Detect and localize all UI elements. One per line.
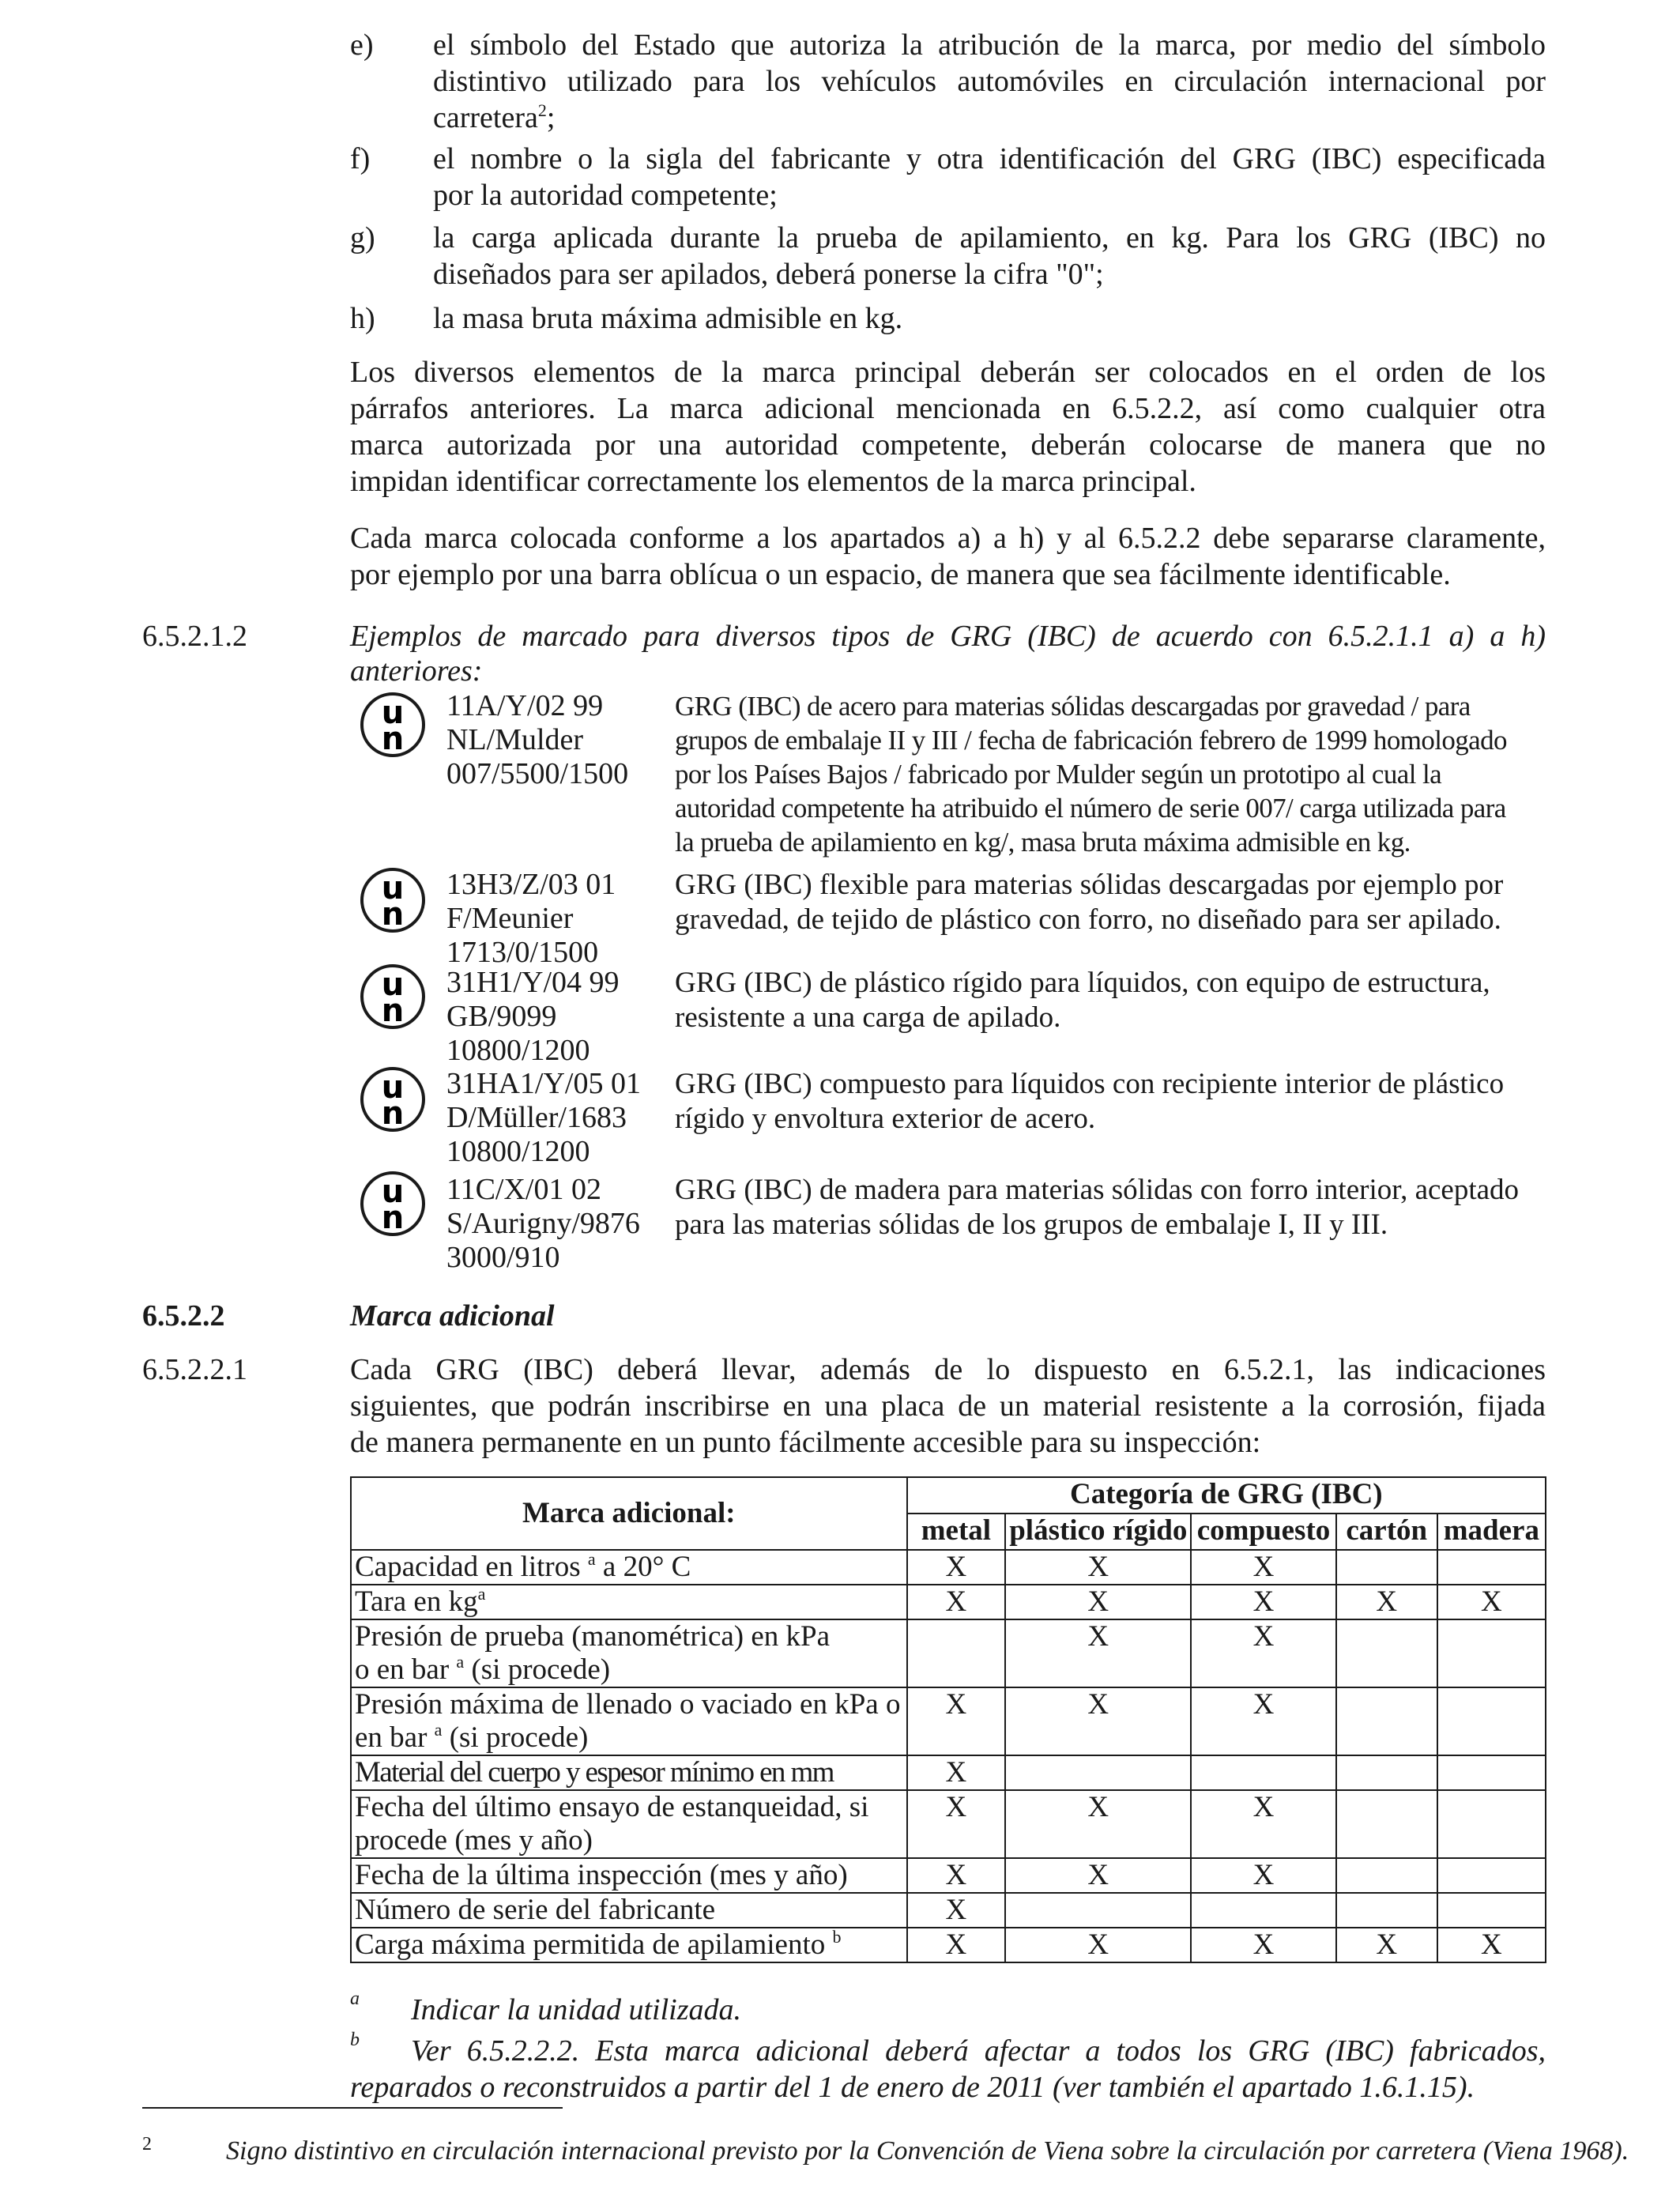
- marking-code-line: 3000/910: [446, 1241, 560, 1274]
- additional-marking-table: [350, 1476, 1546, 1963]
- svg-text:n: n: [381, 896, 405, 929]
- table-cell-mark: [1437, 1619, 1546, 1687]
- table-cell-mark: [1437, 1755, 1546, 1790]
- table-row: [351, 1585, 1546, 1619]
- column-header: compuesto: [1191, 1514, 1335, 1550]
- marking-code-line: 007/5500/1500: [446, 757, 629, 790]
- svg-text:n: n: [381, 721, 405, 754]
- marking-code-line: NL/Mulder: [446, 723, 584, 756]
- svg-text:n: n: [381, 1095, 405, 1129]
- marking-code-line: F/Meunier: [446, 902, 574, 935]
- list-letter: g): [350, 221, 375, 254]
- table-header-marca: Marca adicional:: [351, 1477, 907, 1550]
- note-mark: a: [350, 1989, 360, 2009]
- table-cell-mark: X: [1336, 1928, 1437, 1962]
- table-cell-mark: X: [1005, 1550, 1191, 1585]
- marking-code: [446, 1173, 640, 1275]
- table-cell-mark: X: [1191, 1858, 1335, 1893]
- table-cell-mark: [1437, 1550, 1546, 1585]
- section-text: Cada GRG (IBC) deberá llevar, además de lo dispuesto en 6.5.2.1, las indicaciones siguientes, que podrán inscribirse en una placa de un material resistente a la corrosión, fijada de manera permanente en un punto fácilmente accesible para su inspección:: [350, 1353, 1546, 1459]
- paragraph-order: Los diversos elementos de la marca principal deberán ser colocados en el orden de los párrafos anteriores. La marca adicional mencionada en 6.5.2.2, así como cualquier otra marca autorizada por una autoridad competente, deberán colocarse de manera que no impidan identificar correctamente los elementos de la marca principal.: [350, 356, 1546, 498]
- table-cell-mark: X: [907, 1790, 1006, 1858]
- table-cell-mark: [1437, 1790, 1546, 1858]
- list-letter: e): [350, 28, 374, 62]
- table-cell-mark: [1336, 1619, 1437, 1687]
- row-label: Fecha de la última inspección (mes y año): [351, 1858, 907, 1893]
- list-letter: h): [350, 302, 375, 335]
- column-header: madera: [1437, 1514, 1546, 1550]
- marking-description: [675, 1067, 1504, 1137]
- un-symbol-icon: [360, 964, 425, 1029]
- table-cell-mark: [1437, 1893, 1546, 1928]
- table-row: [351, 1858, 1546, 1893]
- note-text: Ver 6.5.2.2.2. Esta marca adicional deberá afectar a todos los GRG (IBC) fabricados, reparados o reconstruidos a partir del 1 de enero de 2011 (ver también el apartado 1.6.1.15).: [350, 2034, 1546, 2104]
- table-cell-mark: X: [1191, 1550, 1335, 1585]
- list-text: la masa bruta máxima admisible en kg.: [433, 302, 903, 335]
- marking-code-line: 1713/0/1500: [446, 936, 599, 969]
- table-row: [351, 1619, 1546, 1687]
- marking-code-line: S/Aurigny/9876: [446, 1207, 640, 1240]
- marking-code-line: 11C/X/01 02: [446, 1173, 601, 1206]
- list-letter: f): [350, 142, 371, 175]
- section-heading-examples: Ejemplos de marcado para diversos tipos de GRG (IBC) de acuerdo con 6.5.2.1.1 a) a h): [350, 620, 1546, 653]
- table-cell-mark: [1336, 1550, 1437, 1585]
- table-cell-mark: X: [907, 1858, 1006, 1893]
- table-cell-mark: X: [907, 1755, 1006, 1790]
- table-row: [351, 1550, 1546, 1585]
- svg-text:u: u: [381, 696, 405, 731]
- marking-description-line: GRG (IBC) de madera para materias sólidas con forro interior, aceptado: [675, 1174, 1520, 1206]
- marking-description-line: GRG (IBC) de acero para materias sólidas descargadas por gravedad / para: [675, 691, 1471, 722]
- marking-description-line: GRG (IBC) compuesto para líquidos con recipiente interior de plástico: [675, 1068, 1505, 1100]
- marking-code-line: 31H1/Y/04 99: [446, 966, 620, 999]
- row-label: Fecha del último ensayo de estanqueidad, si procede (mes y año): [351, 1790, 907, 1858]
- marking-description: [675, 689, 1507, 859]
- marking-description-line: resistente a una carga de apilado.: [675, 1001, 1061, 1034]
- un-symbol-icon: [360, 1067, 425, 1132]
- table-cell-mark: X: [1437, 1928, 1546, 1962]
- table-cell-mark: X: [907, 1550, 1006, 1585]
- table-cell-mark: X: [907, 1687, 1006, 1755]
- marking-description-line: autoridad competente ha atribuido el número de serie 007/ carga utilizada para: [675, 793, 1506, 824]
- list-text: el nombre o la sigla del fabricante y otra identificación del GRG (IBC) especificada por la autoridad competente;: [433, 142, 1546, 212]
- table-cell-mark: [1005, 1893, 1191, 1928]
- table-cell-mark: X: [907, 1928, 1006, 1962]
- table-cell-mark: [1336, 1893, 1437, 1928]
- table-cell-mark: X: [1191, 1687, 1335, 1755]
- column-header: cartón: [1336, 1514, 1437, 1550]
- table-cell-mark: [1336, 1858, 1437, 1893]
- marking-description: [675, 1173, 1519, 1242]
- marking-description-line: la prueba de apilamiento en kg/, masa bruta máxima admisible en kg.: [675, 827, 1411, 858]
- table-cell-mark: X: [1005, 1928, 1191, 1962]
- marking-code-line: D/Müller/1683: [446, 1101, 627, 1134]
- marking-code: [446, 689, 628, 791]
- svg-text:u: u: [381, 967, 405, 1003]
- table-cell-mark: X: [1191, 1619, 1335, 1687]
- section-heading-examples-cont: anteriores:: [350, 654, 483, 688]
- table-cell-mark: X: [1005, 1858, 1191, 1893]
- table-row: [351, 1928, 1546, 1962]
- section-number: 6.5.2.2.1: [142, 1353, 247, 1386]
- marking-description-line: por los Países Bajos / fabricado por Mulder según un prototipo al cual la: [675, 759, 1442, 790]
- row-label: Presión máxima de llenado o vaciado en kPa o en bar $^a$ (si procede): [351, 1687, 907, 1755]
- list-text: el símbolo del Estado que autoriza la atribución de la marca, por medio del símbolo distintivo utilizado para los vehículos automóviles en circulación internacional por carretera$^2$;: [433, 28, 1546, 134]
- table-cell-mark: [1191, 1755, 1335, 1790]
- un-symbol-icon: [360, 868, 425, 933]
- table-cell-mark: [1437, 1858, 1546, 1893]
- svg-text:u: u: [381, 871, 405, 907]
- paragraph-separation: Cada marca colocada conforme a los apartados a) a h) y al 6.5.2.2 debe separarse claramente, por ejemplo por una barra oblícua o un espacio, de manera que sea fácilmente identificable.: [350, 522, 1546, 591]
- note-text: Indicar la unidad utilizada.: [411, 1993, 741, 2026]
- table-cell-mark: X: [1005, 1687, 1191, 1755]
- footnote-number: 2: [142, 2134, 152, 2154]
- table-cell-mark: [1191, 1893, 1335, 1928]
- table-cell-mark: [1336, 1790, 1437, 1858]
- section-number: 6.5.2.2: [142, 1299, 225, 1333]
- table-cell-mark: [1336, 1755, 1437, 1790]
- table-cell-mark: [1437, 1687, 1546, 1755]
- table-row: [351, 1893, 1546, 1928]
- un-symbol-icon: [360, 1171, 425, 1236]
- marking-code: [446, 966, 620, 1068]
- column-header: plástico rígido: [1005, 1514, 1191, 1550]
- table-cell-mark: X: [1336, 1585, 1437, 1619]
- marking-code: [446, 1067, 641, 1169]
- marking-description-line: para las materias sólidas de los grupos de embalaje I, II y III.: [675, 1208, 1388, 1241]
- marking-description-line: rígido y envoltura exterior de acero.: [675, 1103, 1096, 1135]
- row-label: Tara en $kg^a$: [351, 1585, 907, 1619]
- row-label: Carga máxima permitida de apilamiento $^b$: [351, 1928, 907, 1962]
- svg-text:n: n: [381, 1200, 405, 1233]
- marking-code: [446, 868, 616, 970]
- table-cell-mark: [1005, 1755, 1191, 1790]
- table-cell-mark: X: [1005, 1619, 1191, 1687]
- un-symbol-icon: [360, 692, 425, 757]
- table-cell-mark: X: [1005, 1585, 1191, 1619]
- marking-description: [675, 868, 1503, 937]
- marking-code-line: GB/9099: [446, 1000, 557, 1033]
- marking-code-line: 10800/1200: [446, 1135, 590, 1168]
- section-number: 6.5.2.1.2: [142, 620, 247, 653]
- table-cell-mark: X: [1191, 1585, 1335, 1619]
- footnote-separator: [142, 2107, 563, 2109]
- note-mark: b: [350, 2030, 360, 2050]
- table-cell-mark: X: [1005, 1790, 1191, 1858]
- marking-description-line: GRG (IBC) flexible para materias sólidas descargadas por ejemplo por: [675, 869, 1504, 901]
- marking-code-line: 11A/Y/02 99: [446, 689, 604, 722]
- marking-code-line: 31HA1/Y/05 01: [446, 1067, 641, 1100]
- svg-text:u: u: [381, 1070, 405, 1106]
- row-label: Material del cuerpo y espesor mínimo en mm: [351, 1755, 907, 1790]
- column-header: metal: [907, 1514, 1006, 1550]
- row-label: Presión de prueba (manométrica) en kPa o en bar $^a$ (si procede): [351, 1619, 907, 1687]
- table-row: [351, 1790, 1546, 1858]
- marking-description-line: grupos de embalaje II y III / fecha de fabricación febrero de 1999 homologado: [675, 725, 1507, 756]
- table-row: [351, 1687, 1546, 1755]
- table-cell-mark: X: [1191, 1790, 1335, 1858]
- table-cell-mark: X: [907, 1893, 1006, 1928]
- table-cell-mark: [1336, 1687, 1437, 1755]
- table-header-category: Categoría de GRG (IBC): [907, 1477, 1546, 1514]
- row-label: Capacidad en litros $^a$ a 20° C: [351, 1550, 907, 1585]
- table-cell-mark: X: [1191, 1928, 1335, 1962]
- footnote-text: Signo distintivo en circulación internacional previsto por la Convención de Viena sobre la circulación por carretera (Viena 1968).: [226, 2136, 1629, 2166]
- marking-code-line: 10800/1200: [446, 1034, 590, 1067]
- marking-description-line: GRG (IBC) de plástico rígido para líquidos, con equipo de estructura,: [675, 967, 1490, 999]
- table-cell-mark: X: [1437, 1585, 1546, 1619]
- table-cell-mark: X: [907, 1585, 1006, 1619]
- section-title: Marca adicional: [350, 1299, 555, 1333]
- svg-text:n: n: [381, 993, 405, 1026]
- table-row: [351, 1755, 1546, 1790]
- row-label: Número de serie del fabricante: [351, 1893, 907, 1928]
- marking-description-line: gravedad, de tejido de plástico con forro, no diseñado para ser apilado.: [675, 903, 1501, 936]
- list-text: la carga aplicada durante la prueba de apilamiento, en kg. Para los GRG (IBC) no diseñados para ser apilados, deberá ponerse la cifra "0";: [433, 221, 1546, 291]
- svg-text:u: u: [381, 1174, 405, 1210]
- marking-code-line: 13H3/Z/03 01: [446, 868, 616, 901]
- table-cell-mark: [907, 1619, 1006, 1687]
- marking-description: [675, 966, 1490, 1035]
